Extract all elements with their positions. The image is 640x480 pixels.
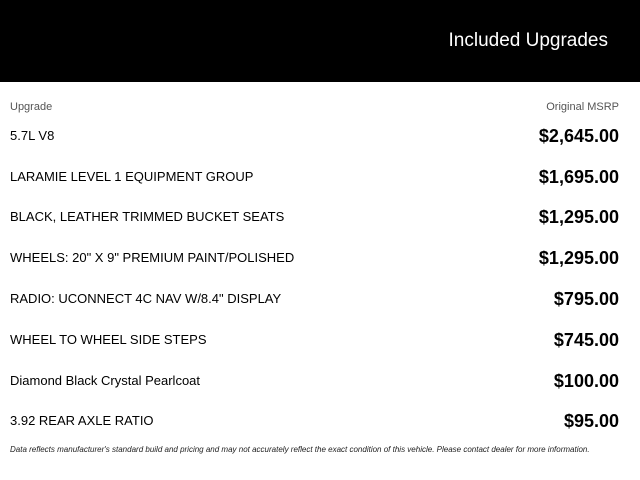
list-item — [10, 360, 619, 401]
column-headers — [10, 100, 619, 114]
upgrades-list — [10, 115, 619, 441]
upgrade-price: $2,645.00 — [538, 125, 619, 146]
disclaimer-text: Data reflects manufacturer's standard build and pricing and may not accurately reflect the exact condition of this vehicle. Please contact dealer for more information. — [10, 445, 590, 454]
list-item — [10, 156, 619, 197]
upgrade-name: LARAMIE LEVEL 1 EQUIPMENT GROUP — [10, 168, 254, 184]
upgrade-price: $1,295.00 — [538, 207, 619, 228]
list-item — [10, 278, 619, 319]
upgrade-price: $95.00 — [563, 411, 619, 432]
column-header-msrp: Original MSRP — [546, 101, 619, 113]
header-banner — [0, 0, 640, 82]
upgrade-price: $1,295.00 — [538, 248, 619, 269]
upgrade-price: $100.00 — [553, 370, 619, 391]
upgrade-name: WHEELS: 20" X 9" PREMIUM PAINT/POLISHED — [10, 250, 295, 266]
upgrade-price: $1,695.00 — [538, 166, 619, 187]
column-header-upgrade: Upgrade — [10, 101, 53, 113]
upgrade-name: BLACK, LEATHER TRIMMED BUCKET SEATS — [10, 209, 285, 225]
upgrade-name: WHEEL TO WHEEL SIDE STEPS — [10, 331, 207, 347]
upgrade-name: 5.7L V8 — [10, 127, 55, 143]
upgrade-name: 3.92 REAR AXLE RATIO — [10, 413, 154, 429]
list-item — [10, 115, 619, 156]
upgrade-name: Diamond Black Crystal Pearlcoat — [10, 372, 201, 388]
list-item — [10, 319, 619, 360]
list-item — [10, 401, 619, 442]
upgrade-name: RADIO: UCONNECT 4C NAV W/8.4" DISPLAY — [10, 290, 282, 306]
list-item — [10, 237, 619, 278]
page-title: Included Upgrades — [448, 30, 608, 51]
list-item — [10, 197, 619, 238]
upgrade-price: $745.00 — [553, 329, 619, 350]
upgrade-price: $795.00 — [553, 288, 619, 309]
